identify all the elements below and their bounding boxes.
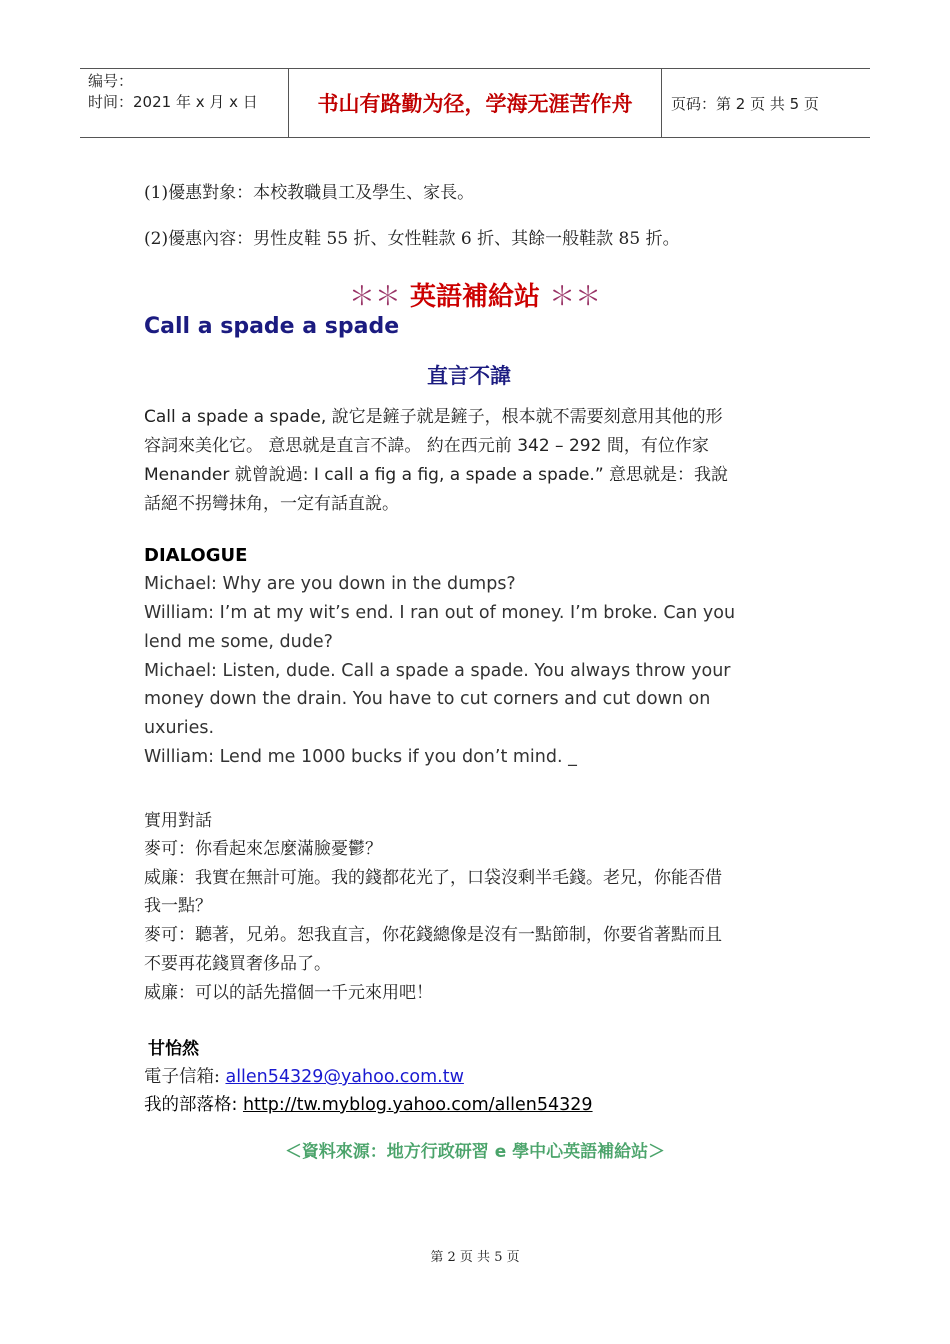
source-note: ＜資料來源：地方行政研習 e 學中心英語補給站＞ xyxy=(284,1142,666,1162)
translation-line: 麥可：聽著，兄弟。恕我直言，你花錢總像是沒有一點節制，你要省著點而且 xyxy=(144,925,722,945)
dialogue-line: Michael: Why are you down in the dumps? xyxy=(144,574,516,594)
header-motto: 书山有路勤为径，学海无涯苦作舟 xyxy=(288,69,662,137)
translation-line: 不要再花錢買奢侈品了。 xyxy=(144,954,331,974)
translation-title: 實用對話 xyxy=(144,811,212,831)
dialogue-title: DIALOGUE xyxy=(144,545,248,566)
explanation-line: Call a spade a spade, 說它是鏟子就是鏟子，根本就不需要刻意用其他的形 xyxy=(144,407,723,427)
stars-right: ＊＊ xyxy=(549,282,602,312)
explanation-line: 容詞來美化它。 意思就是直言不諱。 約在西元前 342 – 292 間，有位作家 xyxy=(144,436,709,456)
translation-line: 威廉：我實在無計可施。我的錢都花光了，口袋沒剩半毛錢。老兄，你能否借 xyxy=(144,868,722,888)
email-link[interactable]: allen54329@yahoo.com.tw xyxy=(225,1067,464,1087)
stars-left: ＊＊ xyxy=(348,282,401,312)
author-name: 甘怡然 xyxy=(148,1039,199,1059)
dialogue-line: William: Lend me 1000 bucks if you don’t mind. _ xyxy=(144,747,577,767)
blog-label: 我的部落格: xyxy=(144,1095,243,1115)
email-row xyxy=(144,1063,464,1088)
dialogue-line: William: I’m at my wit’s end. I ran out of money. I’m broke. Can you xyxy=(144,603,736,623)
header-page-info: 页码：第 2 页 共 5 页 xyxy=(671,94,819,113)
offer-target: (1)優惠對象：本校教職員工及學生、家長。 xyxy=(144,183,475,203)
translation-line: 麥可：你看起來怎麼滿臉憂鬱？ xyxy=(144,839,382,859)
section-title-text: 英語補給站 xyxy=(409,282,540,312)
blog-link[interactable]: http://tw.myblog.yahoo.com/allen54329 xyxy=(242,1095,593,1115)
header-number: 编号： xyxy=(88,72,134,90)
section-title xyxy=(0,276,950,313)
page-header xyxy=(80,68,870,138)
idiom-chinese: 直言不諱 xyxy=(427,363,511,388)
dialogue-line: uxuries. xyxy=(144,718,215,738)
explanation-line: 話絕不拐彎抹角，一定有話直說。 xyxy=(144,494,399,514)
header-time: 时间：2021 年 x 月 x 日 xyxy=(88,93,258,111)
email-label: 電子信箱: xyxy=(144,1067,226,1087)
dialogue-line: lend me some, dude? xyxy=(144,632,333,652)
idiom-english: Call a spade a spade xyxy=(144,314,400,339)
dialogue-line: money down the drain. You have to cut corners and cut down on xyxy=(144,689,711,709)
offer-content: (2)優惠內容：男性皮鞋 55 折、女性鞋款 6 折、其餘一般鞋款 85 折。 xyxy=(144,229,680,249)
explanation-line: Menander 就曾說過: I call a fig a fig, a spade a spade.” 意思就是：我說 xyxy=(144,465,729,485)
page-footer: 第 2 页 共 5 页 xyxy=(430,1250,520,1265)
blog-row xyxy=(144,1091,593,1116)
header-meta xyxy=(80,69,288,137)
translation-line: 威廉：可以的話先擋個一千元來用吧！ xyxy=(144,983,433,1003)
dialogue-line: Michael: Listen, dude. Call a spade a spade. You always throw your xyxy=(144,661,731,681)
translation-line: 我一點？ xyxy=(144,896,212,916)
